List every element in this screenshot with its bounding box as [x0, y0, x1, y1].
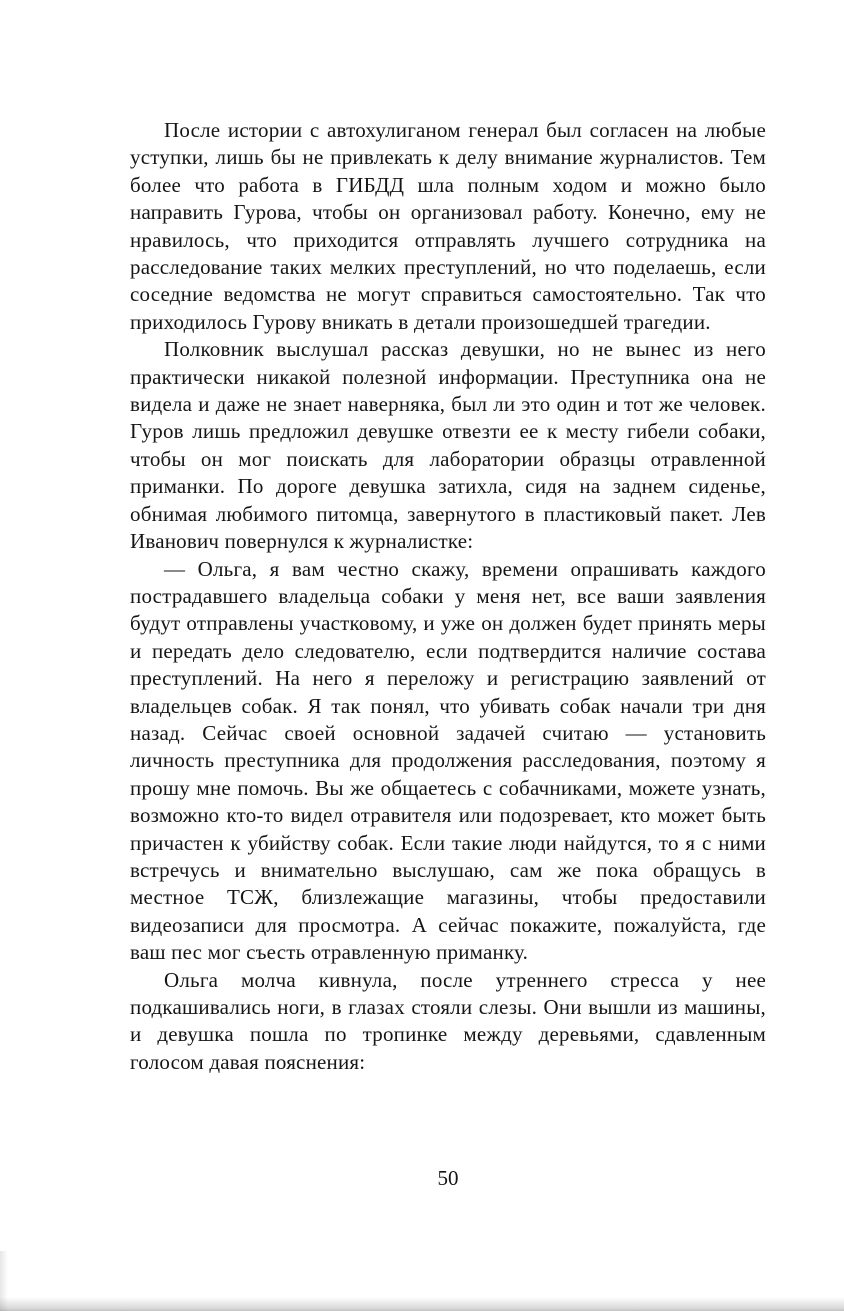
paragraph: Ольга молча кивнула, после утреннего стресса у нее подкашивались ноги, в глазах стояли слезы. Они вышли из машины, и девушка пошла по тропинке между деревьями, сдавленным голосом давая пояснения: — [130, 967, 766, 1074]
paragraph: — Ольга, я вам честно скажу, времени опрашивать каждого пострадавшего владельца собаки у меня нет, все ваши заявления будут отправлены участковому, и уже он должен будет принять меры и передать дело следователю, если подтвердится наличие состава преступлений. На него я переложу и регистрацию заявлений от владельцев собак. Я так понял, что убивать собак начали три дня назад. Сейчас своей основной задачей считаю — установить личность преступника для продолжения расследования, поэтому я прошу мне помочь. Вы же общаетесь с собачниками, можете узнать, возможно кто-то видел отравителя или подозревает, кто может быть причастен к убийству собак. Если такие люди найдутся, то я с ними встречусь и внимательно выслушаю, сам же пока обращусь в местное ТСЖ, близлежащие магазины, чтобы предоставили видеозаписи для просмотра. А сейчас покажите, пожалуйста, где ваш пес мог съесть отравленную приманку. — [130, 556, 766, 965]
paragraph: Полковник выслушал рассказ девушки, но не вынес из него практически никакой полезной информации. Преступника она не видела и даже не знает наверняка, был ли это один и тот же человек. Гуров лишь предложил девушке отвезти ее к месту гибели собаки, чтобы он мог поискать для лаборатории образцы отравленной приманки. По дороге девушка затихла, сидя на заднем сиденье, обнимая любимого питомца, завернутого в пластиковый пакет. Лев Иванович повернулся к журналистке: — [130, 337, 766, 554]
paragraph: После истории с автохулиганом генерал был согласен на любые уступки, лишь бы не привлекать к делу внимание журналистов. Тем более что работа в ГИБДД шла полным ходом и можно было направить Гурова, чтобы он организовал работу. Конечно, ему не нравилось, что приходится отправлять лучшего сотрудника на расследование таких мелких преступлений, но что поделаешь, если соседние ведомства не могут справиться самостоятельно. Так что приходилось Гурову вникать в детали произошедшей трагедии. — [130, 118, 766, 334]
page-text — [130, 117, 766, 1076]
scan-edge-left — [0, 1251, 8, 1311]
scan-edge-bottom — [0, 1297, 844, 1311]
page-number: 50 — [437, 1166, 459, 1190]
